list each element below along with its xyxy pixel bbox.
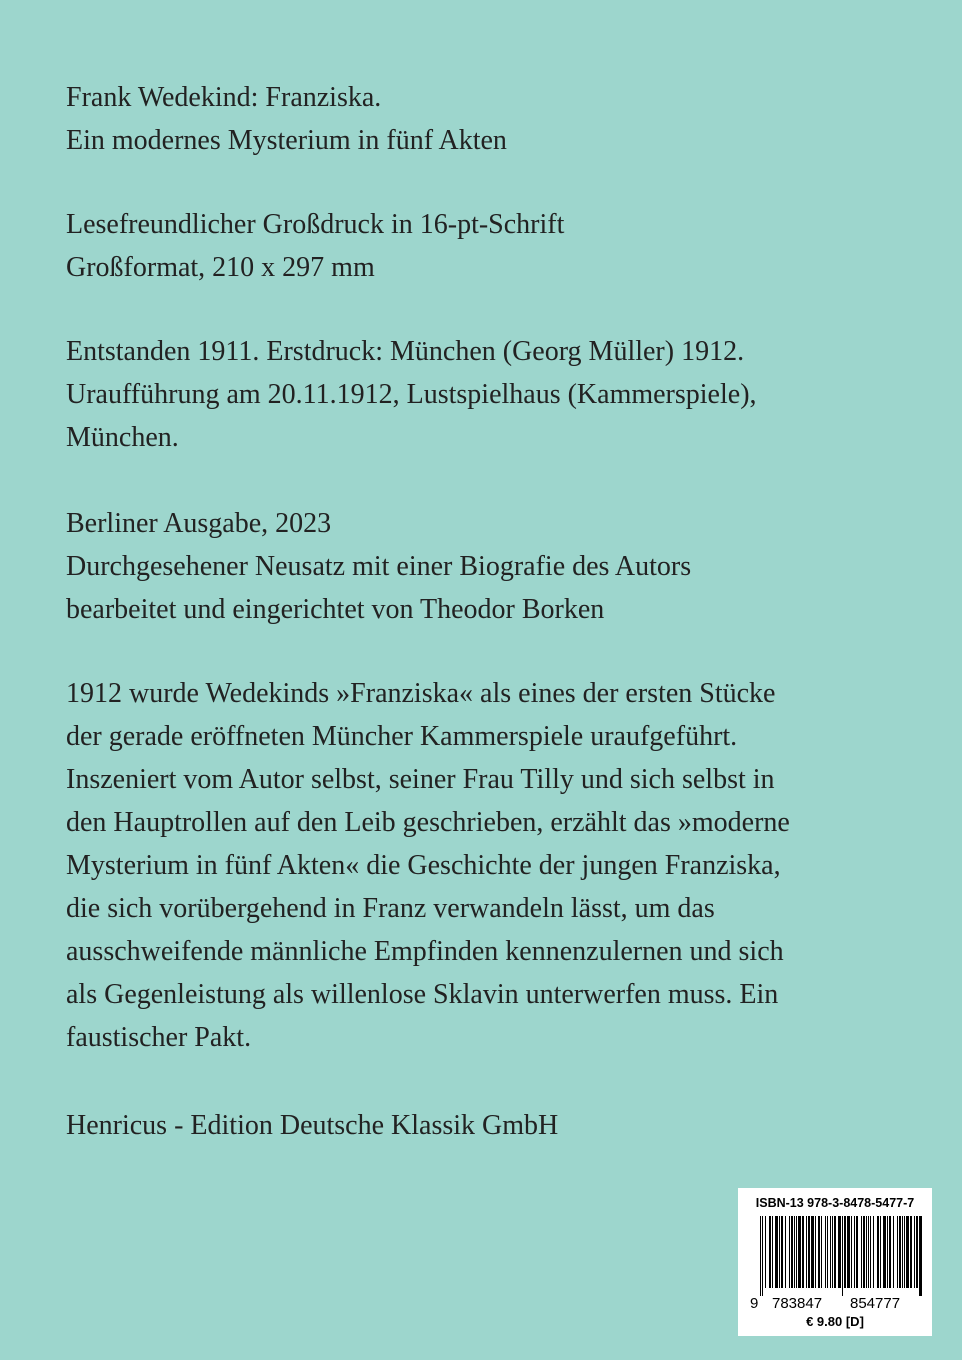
barcode-bar [842,1216,843,1296]
barcode-bar [866,1216,867,1288]
edition-line: bearbeitet und eingerichtet von Theodor Borken [66,594,605,625]
barcode-bar [827,1216,828,1288]
barcode-box [738,1188,932,1336]
description-line: die sich vorübergehend in Franz verwandeln lässt, um das [66,893,715,924]
barcode-bar [899,1216,901,1288]
barcode-bar [856,1216,858,1288]
description-line: ausschweifende männliche Empfinden kennenzulernen und sich [66,936,784,967]
barcode-bar [821,1216,822,1288]
description-line: Mysterium in fünf Akten« die Geschichte der jungen Franziska, [66,850,781,881]
description-line: 1912 wurde Wedekinds »Franziska« als eines der ersten Stücke [66,678,776,709]
barcode-bar [830,1216,831,1288]
description-line: der gerade eröffneten Müncher Kammerspiele uraufgeführt. [66,721,738,752]
history-block [66,330,926,459]
barcode-bar [851,1216,852,1288]
barcode-bar [796,1216,797,1288]
history-line: Uraufführung am 20.11.1912, Lustspielhaus (Kammerspiele), [66,379,757,410]
barcode-bar [914,1216,915,1288]
barcode-bar [825,1216,826,1288]
description-line: den Hauptrollen auf den Leib geschrieben, erzählt das »moderne [66,807,790,838]
barcode-bar [877,1216,879,1288]
title-line: Frank Wedekind: Franziska. [66,82,382,113]
barcode-bar [791,1216,793,1288]
barcode-bar [863,1216,865,1288]
barcode-bar [887,1216,888,1288]
price-label: € 9.80 [D] [806,1314,864,1329]
edition-line: Berliner Ausgabe, 2023 [66,508,332,539]
barcode-bar [760,1216,761,1296]
barcode-bar [806,1216,807,1288]
barcode-bar [919,1216,922,1296]
barcode-bar [868,1216,869,1288]
barcode-digit-first: 9 [750,1295,759,1312]
format-line: Großformat, 210 x 297 mm [66,252,375,283]
barcode-bar [883,1216,886,1288]
barcode-digits-right: 854777 [850,1295,901,1312]
barcode-bar [844,1216,846,1288]
barcode-digits-left: 783847 [772,1295,823,1312]
format-block [66,203,926,289]
barcode-bar [897,1216,898,1288]
description-line: als Gegenleistung als willenlose Sklavin unterwerfen muss. Ein [66,979,779,1010]
description-line: faustischer Pakt. [66,1022,252,1053]
barcode-bar [854,1216,855,1288]
barcode-bar [916,1216,918,1288]
publisher-block [66,1104,926,1147]
barcode-bar [832,1216,833,1288]
edition-block [66,502,926,631]
barcode-bar [781,1216,783,1288]
publisher-name: Henricus - Edition Deutsche Klassik GmbH [66,1110,559,1141]
barcode-bar [893,1216,894,1288]
barcode-bar [811,1216,814,1288]
barcode-bar [847,1216,850,1288]
barcode-bar [834,1216,836,1288]
barcode-bar [765,1216,766,1288]
edition-line: Durchgesehener Neusatz mit einer Biografie des Autors [66,551,692,582]
barcode-bars [760,1216,922,1296]
barcode-bar [818,1216,820,1288]
barcode-bar [775,1216,778,1288]
barcode-bar [808,1216,810,1288]
barcode-bar [889,1216,891,1288]
barcode-bar [910,1216,912,1288]
barcode-bar [870,1216,871,1288]
barcode-bar [815,1216,816,1288]
description-line: Inszeniert vom Autor selbst, seiner Frau Tilly und sich selbst in [66,764,775,795]
barcode-bar [838,1216,841,1288]
barcode-bar [880,1216,881,1288]
barcode-bar [802,1216,804,1288]
barcode-bar [785,1216,786,1288]
title-block [66,76,926,162]
description-block [66,672,926,1059]
barcode-bar [861,1216,862,1288]
barcode-bar [873,1216,874,1288]
subtitle-line: Ein modernes Mysterium in fünf Akten [66,125,507,156]
barcode-bar [762,1216,763,1296]
barcode-bar [779,1216,780,1288]
barcode-bar [906,1216,909,1288]
format-line: Lesefreundlicher Großdruck in 16-pt-Schrift [66,209,565,240]
barcode-bar [769,1216,771,1288]
isbn-label: ISBN-13 978-3-8478-5477-7 [755,1196,915,1210]
barcode-bar [794,1216,795,1288]
history-line: München. [66,422,179,453]
history-line: Entstanden 1911. Erstdruck: München (Georg Müller) 1912. [66,336,745,367]
barcode-bar [902,1216,903,1288]
barcode-bar [772,1216,773,1288]
barcode-bar [798,1216,801,1288]
barcode-bar [904,1216,905,1288]
barcode-bar [789,1216,790,1288]
